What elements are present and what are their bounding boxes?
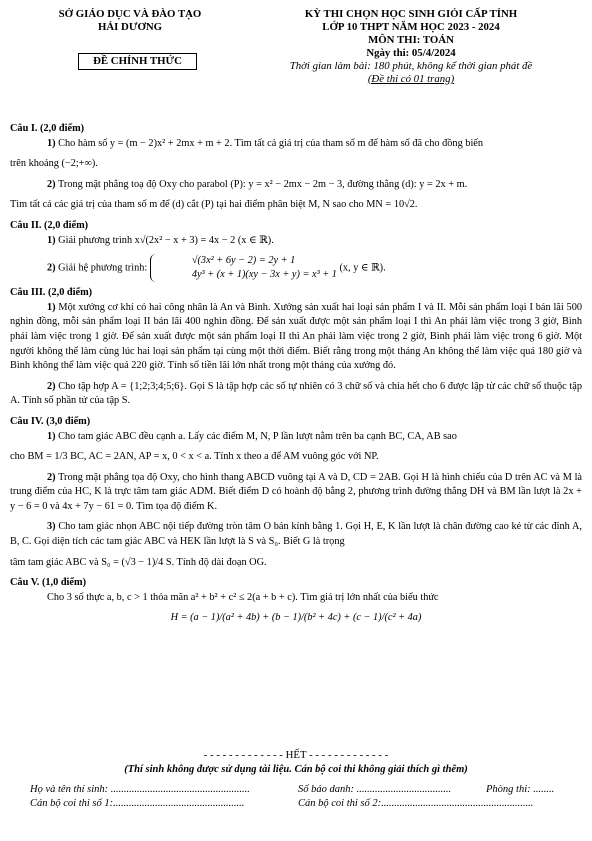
part-text: Cho hàm số y = (m − 2)x² + 2mx + m + 2. Tìm tất cả giá trị của tham số m để hàm số đã cho đồng biến bbox=[58, 137, 484, 149]
invigilator-1-field: Cán bộ coi thi số 1:.................................................. bbox=[30, 798, 245, 809]
question-4-part-2 bbox=[10, 471, 582, 515]
part-number: 2) bbox=[47, 471, 56, 483]
question-1-part-2 bbox=[10, 178, 582, 193]
question-4-part-1 bbox=[10, 430, 582, 445]
exam-body bbox=[10, 118, 582, 626]
exam-grade-year: LỚP 10 THPT NĂM HỌC 2023 - 2024 bbox=[322, 21, 500, 33]
system-equation-2: 4y³ + (x + 1)(xy − 3x + y) = x³ + 1 bbox=[191, 269, 337, 281]
part-text: Cho tam giác nhọn ABC nội tiếp đường tròn tâm O bán kính bằng 1. Gọi H, E, K lần lượt là chân đường cao kẻ từ các đỉnh A, B, C. Gọi diện tích các tam giác ABC và HEK lần lượt là S và S₀. Biết G là trọng bbox=[10, 521, 582, 548]
question-1-part-1-cont: trên khoảng (−2;+∞). bbox=[10, 158, 98, 170]
part-text: Giải hệ phương trình: bbox=[58, 262, 148, 274]
header-right bbox=[246, 8, 576, 86]
question-2-part-1 bbox=[10, 234, 582, 249]
candidate-name-field: Họ và tên thí sinh: ..................................................... bbox=[30, 784, 250, 795]
question-3-part-1 bbox=[10, 301, 582, 374]
part-number: 2) bbox=[47, 178, 56, 190]
question-4-part-3-cont: tâm tam giác ABC và S₀ = (√3 − 1)/4 S. Tính độ dài đoạn OG. bbox=[10, 556, 267, 568]
equation-system bbox=[150, 254, 337, 282]
part-text: Cho tam giác ABC đều cạnh a. Lấy các điểm M, N, P lần lượt nằm trên ba cạnh BC, CA, AB sao bbox=[58, 430, 457, 442]
part-text: Một xưởng cơ khí có hai công nhân là An và Bình. Xưởng sản xuất hai loại sản phẩm I và II. Mỗi sản phẩm loại I bán lãi 500 nghìn đồng, mỗi sản phẩm loại II bán lãi 400 nghìn đồng. Để sản xuất được một sản phẩm loại I thì An phải làm việc trong 3 giờ, Bình phải làm việc trong 1 giờ. Để sản xuất được một sản phẩm loại II thì An phải làm việc trong 2 giờ, Bình phải làm việc trong 6 giờ. Một người không thể làm cùng lúc hai loại sản phẩm tại cùng một thời điểm. Biết rằng trong một tháng An không thể làm việc quá 180 giờ và Bình không thể làm việc quá 220 giờ. Tính số tiền lãi lớn nhất trong một tháng của xưởng đó. bbox=[10, 301, 583, 372]
exam-date: Ngày thi: 05/4/2024 bbox=[366, 47, 456, 59]
exam-pages: (Đề thi có 01 trang) bbox=[367, 73, 455, 85]
invigilator-row bbox=[30, 798, 570, 809]
candidate-info-row bbox=[30, 784, 570, 795]
question-4-part-3 bbox=[10, 520, 582, 549]
candidate-number-field: Số báo danh: .................................... bbox=[298, 784, 452, 795]
question-5-text: Cho 3 số thực a, b, c > 1 thỏa mãn a² + b² + c² ≤ 2(a + b + c). Tìm giá trị lớn nhất của biểu thức bbox=[47, 591, 439, 603]
part-number: 1) bbox=[47, 301, 56, 313]
official-stamp: ĐỀ CHÍNH THỨC bbox=[78, 53, 197, 70]
part-number: 2) bbox=[47, 380, 56, 392]
question-2-title: Câu II. (2,0 điểm) bbox=[10, 219, 89, 231]
part-text: Cho tập hợp A = {1;2;3;4;5;6}. Gọi S là tập hợp các số tự nhiên có 3 chữ số và chia hết cho 6 được lập từ các chữ số thuộc tập A. Tính số phần tử của tập S. bbox=[10, 380, 582, 407]
part-number: 1) bbox=[47, 430, 56, 442]
header-left bbox=[30, 8, 230, 34]
system-equation-1: √(3x² + 6y − 2) = 2y + 1 bbox=[191, 255, 296, 267]
part-number: 2) bbox=[47, 262, 56, 274]
exam-title: KỲ THI CHỌN HỌC SINH GIỎI CẤP TỈNH bbox=[304, 8, 518, 20]
question-3-title: Câu III. (2,0 điểm) bbox=[10, 287, 93, 299]
question-4-title: Câu IV. (3,0 điểm) bbox=[10, 415, 91, 427]
question-5-title: Câu V. (1,0 điểm) bbox=[10, 577, 86, 589]
exam-room-field: Phòng thi: ........ bbox=[486, 784, 555, 795]
invigilator-2-field: Cán bộ coi thi số 2:.......................................................... bbox=[298, 798, 534, 809]
question-1-title: Câu I. (2,0 điểm) bbox=[10, 123, 85, 134]
question-2-part-2 bbox=[10, 254, 582, 282]
part-text: Trong mặt phẳng toạ độ Oxy cho parabol (P): y = x² − 2mx − 2m − 3, đường thẳng (d): y = 2x + m. bbox=[57, 178, 468, 190]
part-number: 1) bbox=[47, 234, 56, 246]
department-name: SỞ GIÁO DỤC VÀ ĐÀO TẠO bbox=[58, 8, 202, 20]
question-1-part-1 bbox=[10, 137, 582, 152]
part-text: Giải phương trình x√(2x² − x + 3) = 4x − 2 (x ∈ ℝ). bbox=[58, 234, 274, 246]
question-5-formula: H = (a − 1)/(a² + 4b) + (b − 1)/(b² + 4c) + (c − 1)/(c² + 4a) bbox=[170, 612, 422, 624]
exam-duration: Thời gian làm bài: 180 phút, không kể thời gian phát đề bbox=[289, 60, 533, 72]
province-name: HẢI DƯƠNG bbox=[97, 21, 163, 33]
question-1-part-2-cont: Tìm tất cả các giá trị của tham số m để (d) cắt (P) tại hai điểm phân biệt M, N sao cho MN = 10√2. bbox=[10, 199, 418, 211]
part-number: 3) bbox=[47, 521, 56, 533]
part-number: 1) bbox=[47, 137, 56, 149]
end-marker: - - - - - - - - - - - - - HẾT - - - - - - - - - - - - - bbox=[203, 749, 389, 761]
exam-subject: MÔN THI: TOÁN bbox=[368, 34, 454, 46]
question-3-part-2 bbox=[10, 380, 582, 409]
part-text: Trong mặt phẳng tọa độ Oxy, cho hình thang ABCD vuông tại A và D, CD = 2AB. Gọi H là hình chiếu của D trên AC và M là trung điểm của HC, K là trực tâm tam giác ADM. Biết điểm D có hoành độ bằng 2, phương trình đường thẳng DH và BM lần lượt là 2x + y − 6 = 0 và 4x + 7y − 61 = 0. Tìm tọa độ điểm K. bbox=[10, 471, 582, 512]
question-4-part-1-cont: cho BM = 1/3 BC, AC = 2AN, AP = x, 0 < x < a. Tính x theo a để AM vuông góc với NP. bbox=[10, 451, 379, 463]
system-domain: (x, y ∈ ℝ). bbox=[339, 262, 386, 274]
exam-note: (Thí sinh không được sử dụng tài liệu. Cán bộ coi thi không giải thích gì thêm) bbox=[124, 764, 468, 775]
